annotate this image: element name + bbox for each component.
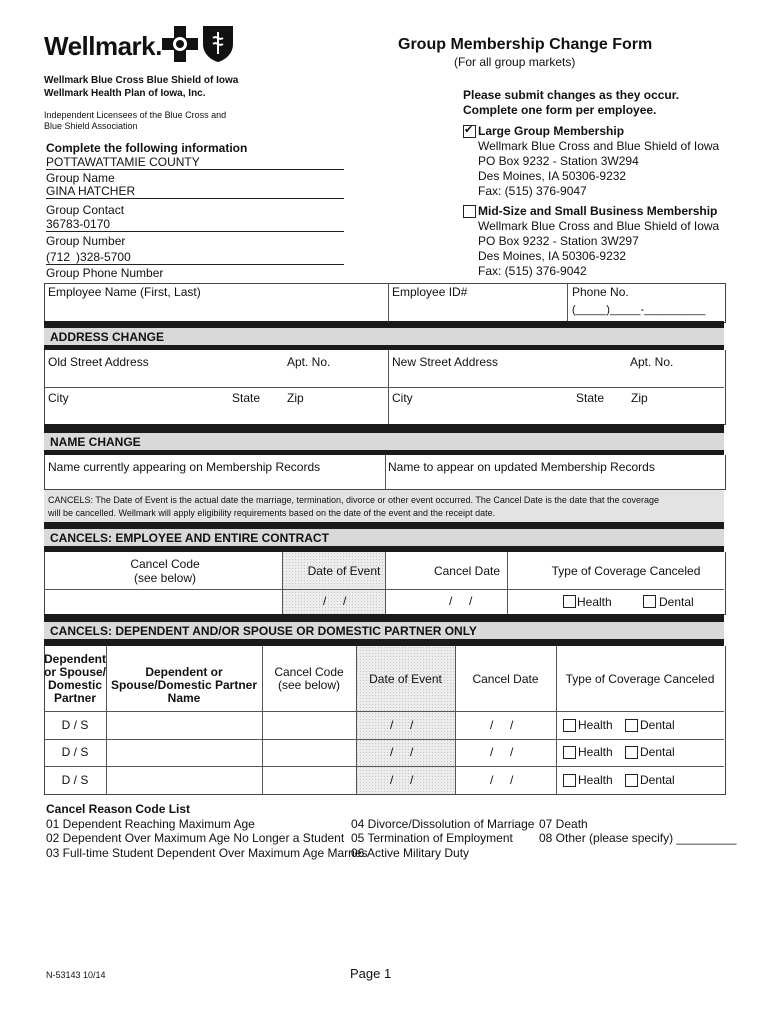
small-group-line-3: Des Moines, IA 50306-9232 [478,249,627,263]
dependent-row-dental-label: Dental [640,718,675,732]
group-phone-field[interactable] [46,250,344,265]
dependent-row-dental-label: Dental [640,773,675,787]
current-name-label[interactable]: Name currently appearing on Membership Records [48,460,321,474]
dependent-row-date-of-event[interactable]: / / [390,718,414,732]
zip-new-label[interactable]: Zip [631,391,648,405]
dependent-type-header: Dependent or Spouse/ Domestic Partner [44,652,107,705]
city-old-label[interactable]: City [48,391,69,405]
cancel-employee-heading: CANCELS: EMPLOYEE AND ENTIRE CONTRACT [50,531,329,545]
page-number: Page 1 [350,966,392,981]
large-group-line-4: Fax: (515) 376-9047 [478,184,587,198]
licensee-line-2: Blue Shield Association [44,121,138,131]
dependent-row-health-label: Health [578,718,613,732]
dependent-row-ds[interactable]: D / S [61,745,89,759]
reason-code-08: 08 Other (please specify) _________ [539,831,737,845]
licensee-line-1: Independent Licensees of the Blue Cross and [44,110,227,120]
shield-logo-icon [201,24,235,64]
dependent-row-cancel-date[interactable]: / / [490,745,514,759]
reason-code-06: 06 Active Military Duty [351,846,470,860]
instruction-1: Please submit changes as they occur. [463,88,680,102]
dependent-row-date-of-event[interactable]: / / [390,745,414,759]
reason-code-04: 04 Divorce/Dissolution of Marriage [351,817,535,831]
group-phone-label: Group Phone Number [46,266,164,280]
new-street-label[interactable]: New Street Address [392,355,499,369]
group-contact-label: Group Contact [46,203,125,217]
group-number-field[interactable]: 36783-0170 [46,217,344,232]
large-group-checkbox[interactable] [463,125,476,138]
phone-open-paren: ( [46,250,50,264]
small-group-line-1: Wellmark Blue Cross and Blue Shield of Iowa [478,219,720,233]
dependent-date-of-event-header: Date of Event [369,672,442,686]
reason-code-02: 02 Dependent Over Maximum Age No Longer a Student [46,831,345,845]
dependent-row-dental-label: Dental [640,745,675,759]
cancels-note-line-1: CANCELS: The Date of Event is the actual date the marriage, termination, divorce or other event occurred. The Cancel Date is the date that the coverage [48,495,659,505]
employee-phone-placeholder[interactable]: (_____)_____-__________ [572,304,706,316]
dependent-row-health-label: Health [578,773,613,787]
phone-number: 328-5700 [80,250,131,264]
employee-cancel-date[interactable]: / / [449,594,473,608]
dependent-cancel-code-header: Cancel Code (see below) [274,665,344,692]
state-new-label[interactable]: State [576,391,605,405]
dependent-row-health-checkbox[interactable] [563,719,576,732]
cancels-note-line-2: will be cancelled. Wellmark will apply eligibility requirements based on the date of the event and the receipt date. [48,508,496,518]
cancel-code-header: Cancel Code (see below) [130,557,200,585]
company-line-2: Wellmark Health Plan of Iowa, Inc. [44,88,206,99]
dependent-name-header: Dependent or Spouse/Domestic Partner Name [110,665,258,705]
address-change-heading: ADDRESS CHANGE [50,330,165,344]
instruction-2: Complete one form per employee. [463,103,657,117]
cancel-dependent-heading: CANCELS: DEPENDENT AND/OR SPOUSE OR DOMESTIC PARTNER ONLY [50,624,477,638]
dependent-row-ds[interactable]: D / S [61,718,89,732]
large-group-line-2: PO Box 9232 - Station 3W294 [478,154,639,168]
date-of-event-header: Date of Event [307,564,381,578]
dependent-row-dental-checkbox[interactable] [625,719,638,732]
dependent-row-ds[interactable]: D / S [61,773,89,787]
dependent-row-date-of-event[interactable]: / / [390,773,414,787]
dependent-row-health-checkbox[interactable] [563,774,576,787]
small-group-line-2: PO Box 9232 - Station 3W297 [478,234,639,248]
company-line-1: Wellmark Blue Cross Blue Shield of Iowa [44,75,239,86]
dependent-type-coverage-header: Type of Coverage Canceled [565,672,715,686]
employee-dental-checkbox[interactable] [643,595,656,608]
cancel-date-header: Cancel Date [433,564,501,578]
cross-logo-icon [162,26,198,62]
apt-new-label[interactable]: Apt. No. [630,355,674,369]
employee-health-label: Health [577,595,612,609]
group-contact-field[interactable]: GINA HATCHER [46,184,344,199]
employee-health-checkbox[interactable] [563,595,576,608]
large-group-title: Large Group Membership [478,124,625,138]
reason-code-07: 07 Death [539,817,588,831]
large-group-line-1: Wellmark Blue Cross and Blue Shield of Iowa [478,139,720,153]
reason-code-05: 05 Termination of Employment [351,831,513,845]
updated-name-label[interactable]: Name to appear on updated Membership Records [388,460,655,474]
type-coverage-header: Type of Coverage Canceled [551,564,701,578]
employee-date-of-event[interactable]: / / [323,594,347,608]
group-name-label: Group Name [46,171,115,185]
group-number-label: Group Number [46,234,126,248]
apt-old-label[interactable]: Apt. No. [287,355,331,369]
zip-old-label[interactable]: Zip [287,391,304,405]
reason-code-03: 03 Full-time Student Dependent Over Maximum Age Marries [46,846,368,860]
name-change-heading: NAME CHANGE [50,435,141,449]
wellmark-logo-text: Wellmark. [44,31,162,61]
employee-dental-label: Dental [659,595,694,609]
dependent-row-health-label: Health [578,745,613,759]
city-new-label[interactable]: City [392,391,413,405]
dependent-row-cancel-date[interactable]: / / [490,773,514,787]
dependent-cancel-date-header: Cancel Date [472,672,539,686]
form-number: N-53143 10/14 [46,970,106,980]
form-subtitle: (For all group markets) [454,55,576,69]
small-group-title: Mid-Size and Small Business Membership [478,204,718,218]
dependent-row-health-checkbox[interactable] [563,746,576,759]
dependent-row-dental-checkbox[interactable] [625,774,638,787]
employee-name-label[interactable]: Employee Name (First, Last) [48,285,201,299]
dependent-row-dental-checkbox[interactable] [625,746,638,759]
employee-id-label[interactable]: Employee ID# [392,285,468,299]
small-group-line-4: Fax: (515) 376-9042 [478,264,587,278]
state-old-label[interactable]: State [232,391,261,405]
group-name-field[interactable]: POTTAWATTAMIE COUNTY [46,155,344,170]
phone-close-paren: ) [76,250,81,264]
reason-code-01: 01 Dependent Reaching Maximum Age [46,817,255,831]
form-title: Group Membership Change Form [398,36,653,53]
large-group-line-3: Des Moines, IA 50306-9232 [478,169,627,183]
old-street-label[interactable]: Old Street Address [48,355,149,369]
group-info-heading: Complete the following information [46,141,248,155]
employee-phone-label[interactable]: Phone No. [572,285,629,299]
phone-area-code: 712 [50,250,71,264]
reason-codes-heading: Cancel Reason Code List [46,802,191,816]
dependent-row-cancel-date[interactable]: / / [490,718,514,732]
small-group-checkbox[interactable] [463,205,476,218]
